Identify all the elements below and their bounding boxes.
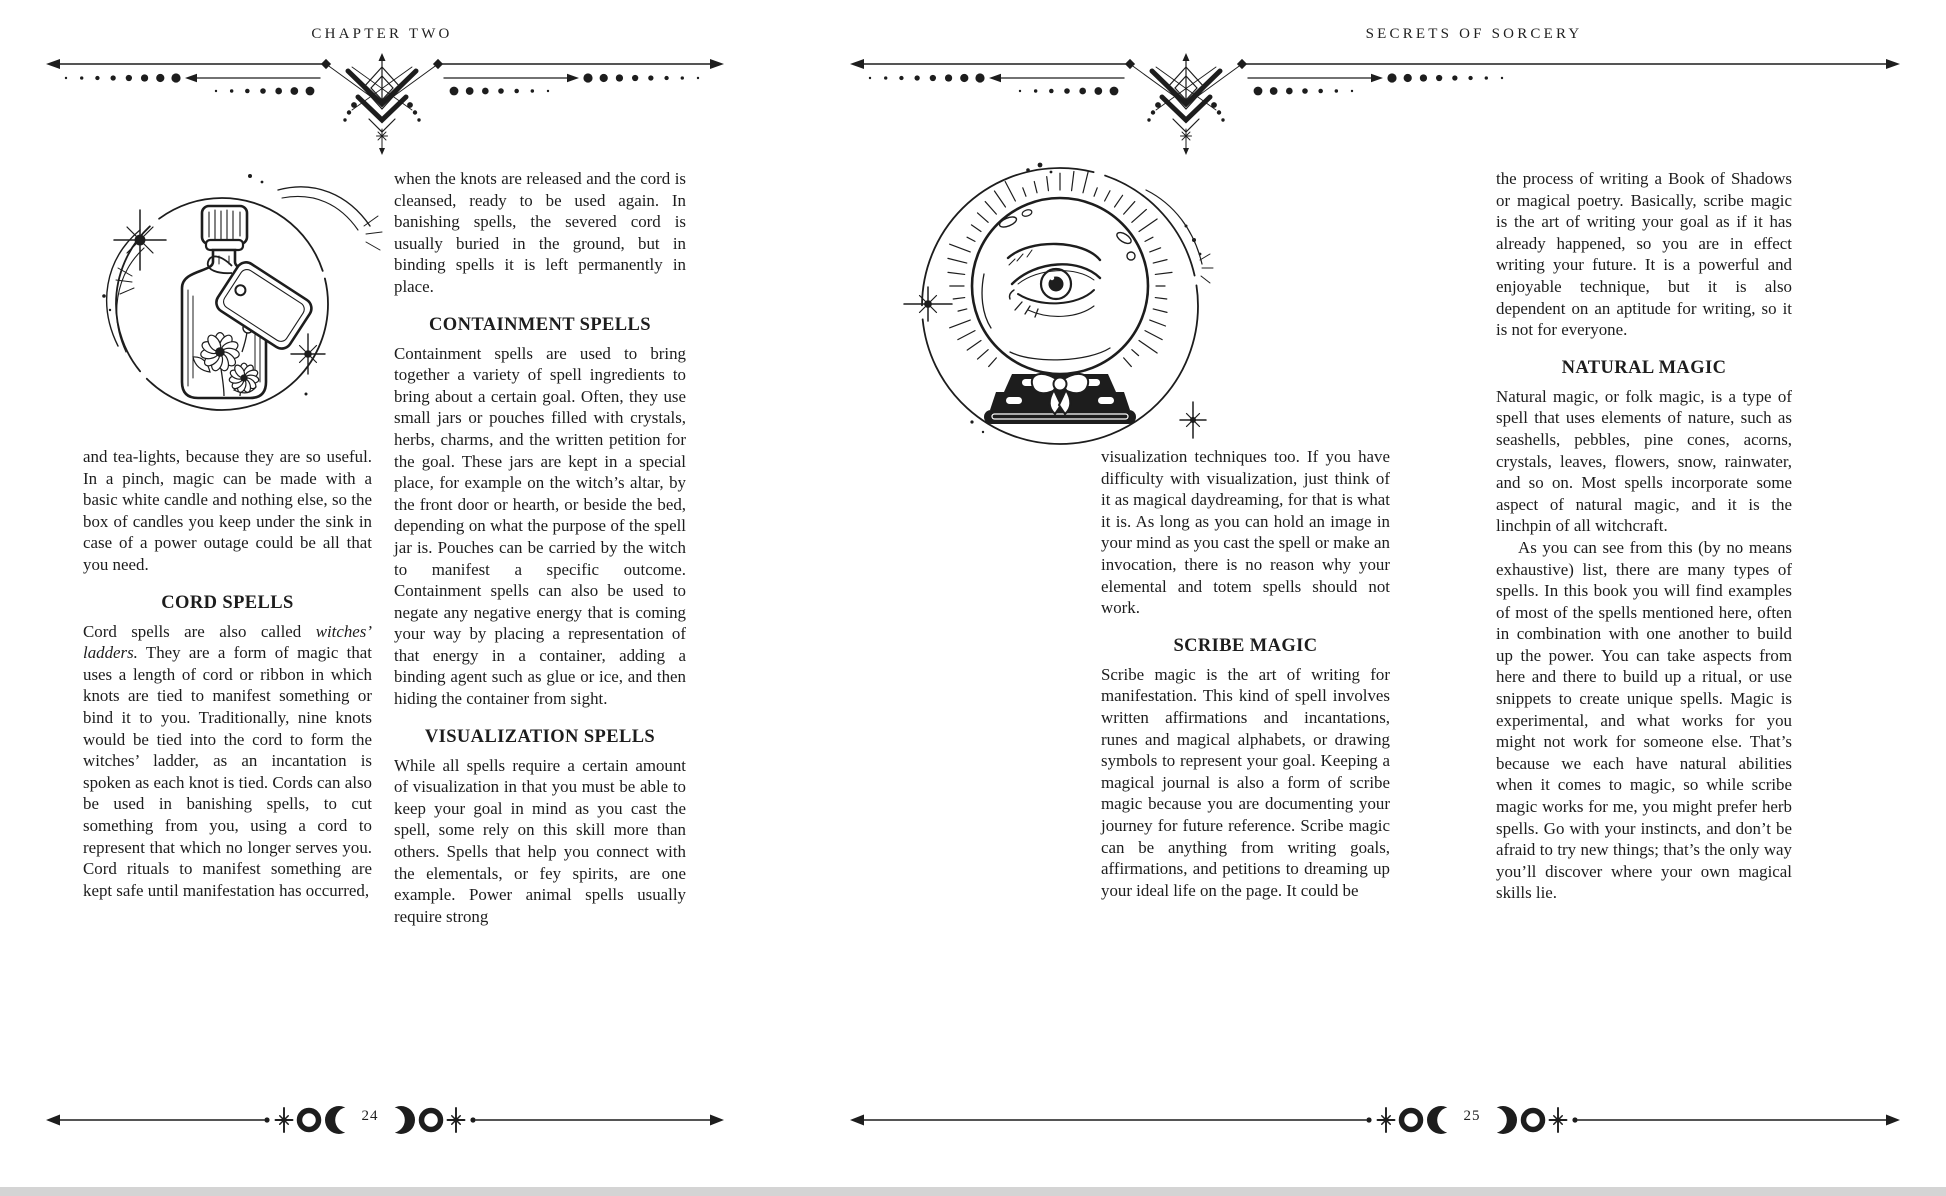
right-page-column-1	[1101, 446, 1390, 901]
section-heading-cord-spells: CORD SPELLS	[161, 592, 294, 613]
body-paragraph: when the knots are released and the cord is cleansed, ready to be used again. In banishing spells, the severed cord is usually buried in the ground, but in binding spells it is left permanently in place.	[394, 169, 686, 296]
body-paragraph: and tea-lights, because they are so useful. In a pinch, magic can be made with a basic white candle and nothing else, so the box of candles you keep under the sink in case of a power outage could be all that you need.	[83, 447, 372, 574]
footer-ornament-right	[846, 1098, 1904, 1142]
page-number-left: 24	[361, 1108, 379, 1124]
chapter-divider-ornament	[846, 52, 1904, 152]
body-paragraph: While all spells require a certain amount of visualization in that you must be able to keep your goal in mind as you cast the spell, some rely on this skill more than others. Spells that help you connect with the elementals, or fey spirits, are one example. Power animal spells usually require strong	[394, 755, 686, 926]
crystal-ball-base	[984, 374, 1136, 424]
running-head-left: CHAPTER TWO	[311, 26, 453, 42]
body-paragraph: Containment spells are used to bring together a variety of spell ingredients to bring about a certain goal. Often, they use small jars or pouches filled with crystals, herbs, charms, and the written petition for the goal. These jars are kept in a special place, for example on the witch’s altar, by the front door or hearth, or beside the bed, depending on what the purpose of the spell jar is. Pouches can be carried by the witch to manifest a specific outcome. Containment spells can also be used to negate any negative energy that is coming your way by placing a representation of that energy in a container, adding a binding agent such as glue or ice, and then hiding the container from sight.	[394, 343, 686, 709]
body-paragraph: Cord spells are also called witches’ ladders. They are a form of magic that uses a length of cord or ribbon in which knots are tied to manifest something or bind it to you. Traditionally, nine knots would be tied into the cord to form the witches’ ladder, as an incantation is spoken as each knot is tied. Cords can also be used in banishing spells, to cut something from you, using a cord to represent that which no longer serves you. Cord rituals to manifest something are kept safe until manifestation has occurred,	[83, 621, 372, 900]
photo-edge-strip	[0, 1187, 1946, 1196]
section-heading-containment-spells: CONTAINMENT SPELLS	[429, 314, 651, 335]
body-paragraph: visualization techniques too. If you have difficulty with visualization, just think of it as magical daydreaming, for that is what it is. As long as you can hold an image in your mind as you cast the spell or make an invocation, there is no reason why your elemental and totem spells should not work.	[1101, 447, 1390, 618]
body-paragraph: Scribe magic is the art of writing for manifestation. This kind of spell involves written affirmations and incantations, runes and magical alphabets, or drawing symbols to represent your goal. Keeping a magical journal is also a form of scribe magic because you are documenting your journey for future reference. Scribe magic can be anything from writing goals, affirmations, and petitions to dreaming up your ideal life on the page. It could be	[1101, 664, 1390, 900]
crystal-ball-illustration	[888, 156, 1233, 451]
left-page-column-1	[83, 446, 372, 901]
body-paragraph: As you can see from this (by no means exhaustive) list, there are many types of spells. In this book you will find examples of most of the spells mentioned here, often in combination with one another to build up the power. You can take aspects from here and there to build up a ritual, or use snippets to create unique spells. Magic is experimental, and what works for you might not work for someone else. That’s because we each have natural abilities when it comes to magic, so while scribe magic works for me, you might prefer herb spells. Go with your instincts, and don’t be afraid to try new things; that’s the only way you’ll discover where your own magical skills lie.	[1496, 537, 1792, 903]
left-page-column-2	[394, 168, 686, 927]
right-page-column-2	[1496, 168, 1792, 904]
footer-ornament-left	[42, 1098, 728, 1142]
section-heading-natural-magic: NATURAL MAGIC	[1561, 357, 1727, 378]
section-heading-scribe-magic: SCRIBE MAGIC	[1173, 635, 1318, 656]
section-heading-visualization-spells: VISUALIZATION SPELLS	[424, 726, 656, 747]
body-paragraph: the process of writing a Book of Shadows or magical poetry. Basically, scribe magic is the art of writing your goal as if it has already happened, so you are in effect writing your future. It is a powerful and enjoyable technique, but it is also dependent on an aptitude for writing, so it is not for everyone.	[1496, 169, 1792, 340]
potion-bottle-illustration	[82, 156, 387, 446]
chapter-divider-ornament	[42, 52, 728, 152]
running-head-right: SECRETS OF SORCERY	[1365, 26, 1583, 42]
body-paragraph: Natural magic, or folk magic, is a type of spell that uses elements of nature, such as seashells, pebbles, pine cones, acorns, crystals, leaves, flowers, snow, rainwater, and so on. Most spells incorporate some aspect of natural magic, and it is the linchpin of all witchcraft.	[1496, 386, 1792, 536]
page-number-right: 25	[1463, 1108, 1481, 1124]
